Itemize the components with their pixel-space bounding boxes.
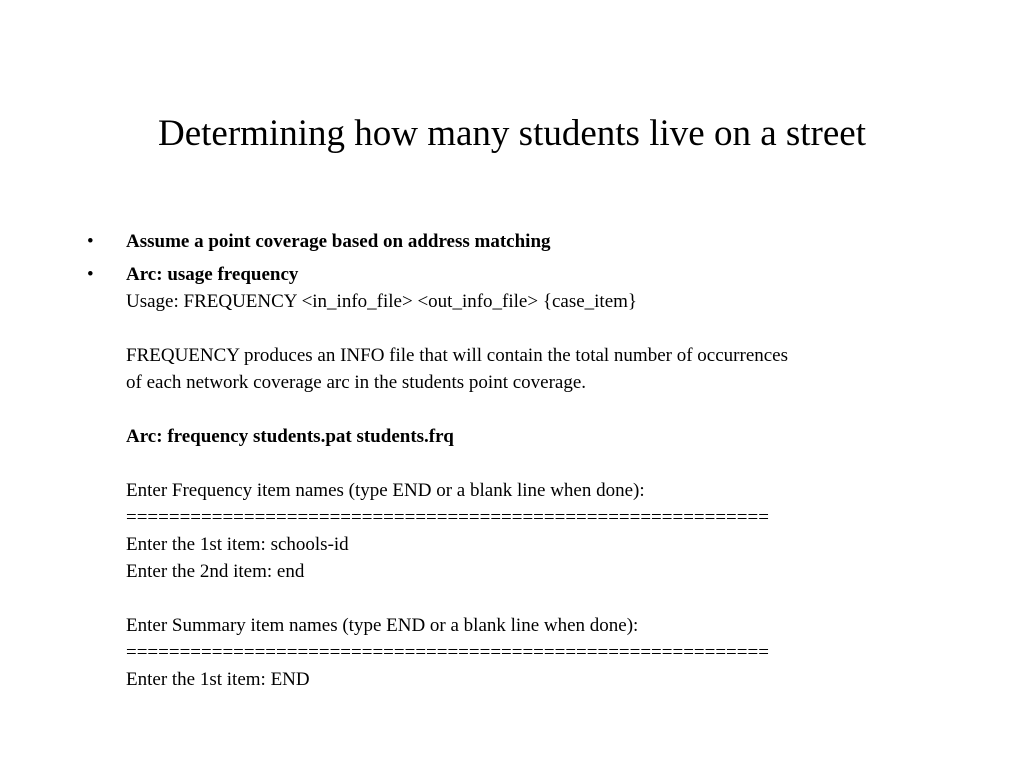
blank-line bbox=[126, 450, 947, 477]
frequency-item-2: Enter the 2nd item: end bbox=[126, 561, 305, 582]
slide-title: Determining how many students live on a street bbox=[158, 113, 866, 154]
description-line-2: of each network coverage arc in the students point coverage. bbox=[126, 372, 587, 393]
blank-line bbox=[126, 315, 947, 342]
bullet-item-frequency bbox=[87, 261, 947, 693]
summary-prompt: Enter Summary item names (type END or a blank line when done): bbox=[126, 615, 639, 636]
separator-line-1: ============================================================ bbox=[126, 507, 769, 528]
frequency-item-1: Enter the 1st item: schools-id bbox=[126, 534, 349, 555]
bullet-heading: Arc: usage frequency bbox=[126, 264, 299, 285]
usage-line: Usage: FREQUENCY <in_info_file> <out_info_file> {case_item} bbox=[126, 291, 638, 312]
blank-line bbox=[126, 396, 947, 423]
bullet-dot-icon: • bbox=[87, 264, 94, 285]
bullet-list bbox=[87, 228, 947, 693]
description-line-1: FREQUENCY produces an INFO file that will contain the total number of occurrences bbox=[126, 345, 789, 366]
summary-item-1: Enter the 1st item: END bbox=[126, 669, 310, 690]
command-line: Arc: frequency students.pat students.frq bbox=[126, 426, 454, 447]
separator-line-2: ============================================================ bbox=[126, 642, 769, 663]
bullet-dot-icon: • bbox=[87, 231, 94, 252]
bullet-item-assume bbox=[87, 228, 947, 255]
blank-line bbox=[126, 585, 947, 612]
bullet-text: Assume a point coverage based on address matching bbox=[126, 231, 551, 252]
frequency-prompt: Enter Frequency item names (type END or a blank line when done): bbox=[126, 480, 645, 501]
